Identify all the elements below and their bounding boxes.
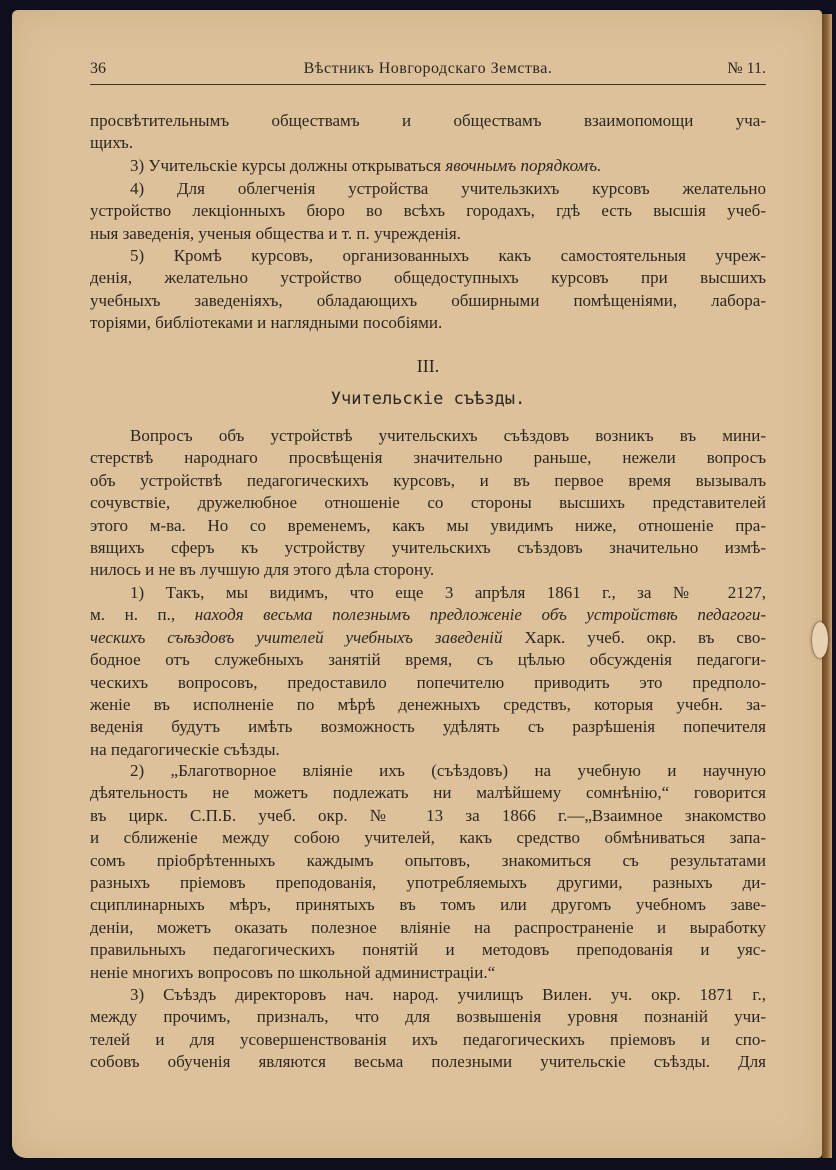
text-line <box>90 604 766 626</box>
text-line: учебныхъ заведеніяхъ, обладающихъ обширными помѣщеніями, лабора- <box>90 290 766 310</box>
text-line: этого м-ва. Но со временемъ, какъ мы увидимъ ниже, отношеніе пра- <box>90 515 766 535</box>
text-line: нилось и не въ лучшую для этого дѣла сторону. <box>90 560 435 580</box>
item-3-text: 3) Учительскіе курсы должны открываться <box>130 156 446 175</box>
text-line: веденія будутъ имѣть возможность удѣлять съ разрѣшенія попечителя <box>90 717 766 737</box>
text-line: между прочимъ, призналъ, что для возвышенія уровня познаній учи- <box>90 1007 766 1027</box>
intro-paragraph <box>90 110 766 155</box>
text-line: сциплинарныхъ мѣръ, принятыхъ въ томъ или другомъ учебномъ заве- <box>90 895 766 915</box>
item-3 <box>90 155 766 177</box>
text-line: собовъ обученія являются весьма полезными учительскіе съѣзды. Для <box>90 1052 766 1072</box>
text-line: стерствѣ народнаго просвѣщенія значительно раньше, нежели вопросъ <box>90 448 766 468</box>
text-line: торіями, библіотеками и наглядными пособіями. <box>90 313 443 333</box>
text-line: 3) Съѣздъ директоровъ нач. народ. училищъ Вилен. уч. окр. 1871 г., <box>130 985 766 1004</box>
journal-title: Вѣстникъ Новгородскаго Земства. <box>303 60 553 77</box>
text-line: на педагогическіе съѣзды. <box>90 739 280 759</box>
text-line: бодное отъ служебныхъ занятій время, съ цѣлью обсужденія педагоги- <box>90 650 766 670</box>
text-line: сочувствіе, дружелюбное отношеніе со стороны высшихъ представителей <box>90 493 766 513</box>
text-line: женіе въ исполненіе по мѣрѣ денежныхъ средствъ, которыя учебн. за- <box>90 694 766 714</box>
text-line: правильныхъ педагогическихъ понятій и методовъ преподованія и уяс- <box>90 940 766 960</box>
text-line: просвѣтительнымъ обществамъ и обществамъ взаимопомощи уча- <box>90 111 766 130</box>
text-line <box>90 155 766 177</box>
header-rule <box>90 84 766 85</box>
page-number: 36 <box>90 60 106 77</box>
paragraph-1 <box>90 425 766 582</box>
text-line: деніи, можетъ оказать полезное вліяніе на распространеніе и выработку <box>90 917 766 937</box>
binding-tear <box>812 622 828 658</box>
item-4 <box>90 178 766 245</box>
point-1-italic: находя весьма полезнымъ предложеніе объ устройствѣ педагоги- <box>194 605 767 625</box>
point-2 <box>90 760 766 984</box>
section-number: III. <box>416 356 440 376</box>
text-line: дѣятельность не можетъ подлежать ни малѣйшему сомнѣнію,“ говорится <box>90 783 766 803</box>
text-line: ческихъ вопросовъ, предоставило попечителю приводить это предполо- <box>90 672 766 692</box>
text-line: 4) Для облегченія устройства учительзкихъ курсовъ желательно <box>130 179 766 198</box>
book-spine <box>822 14 832 1158</box>
text-line: устройство лекціонныхъ бюро во всѣхъ городахъ, гдѣ есть высшія учеб- <box>90 201 766 221</box>
text-line: объ устройствѣ педагогическихъ курсовъ, и въ первое время вызывалъ <box>90 470 766 490</box>
text-line: разныхъ пріемовъ преподованія, употребляемыхъ другими, разныхъ ди- <box>90 872 766 892</box>
item-3-italic: явочнымъ порядкомъ. <box>445 156 602 175</box>
text-line: денія, желательно устройство общедоступныхъ курсовъ при высшихъ <box>90 268 766 288</box>
text-line: 1) Такъ, мы видимъ, что еще 3 апрѣля 1861 г., за № 2127, <box>130 583 766 602</box>
text-line: телей и для усовершенствованія ихъ педагогическихъ пріемовъ и спо- <box>90 1029 766 1049</box>
point-1-plain-2: Харк. учеб. окр. въ сво- <box>502 627 766 647</box>
text-line: щихъ. <box>90 133 134 153</box>
text-line: Вопросъ объ устройствѣ учительскихъ съѣздовъ возникъ въ мини- <box>130 426 766 445</box>
text-line: вящихъ сферъ къ устройству учительскихъ съѣздовъ значительно измѣ- <box>90 537 766 557</box>
item-5 <box>90 245 766 335</box>
text-line: въ цирк. С.П.Б. учеб. окр. № 13 за 1866 г.—„Взаимное знакомство <box>90 805 766 825</box>
issue-number: № 11. <box>727 60 766 77</box>
text-line <box>90 627 766 649</box>
section-title: Учительскіе съѣзды. <box>330 389 526 409</box>
text-line: и сближеніе между собою учителей, какъ средство обмѣниваться запа- <box>90 828 766 848</box>
point-1-italic-2: ческихъ съѣздовъ учителей учебныхъ заведеній <box>90 627 503 647</box>
point-1-plain: м. н. п., <box>90 605 195 625</box>
text-line: 5) Кромѣ курсовъ, организованныхъ какъ самостоятельныя учреж- <box>130 246 766 265</box>
point-1 <box>90 582 766 761</box>
text-line: 2) „Благотворное вліяніе ихъ (съѣздовъ) на учебную и научную <box>130 761 766 780</box>
text-line: сомъ пріобрѣтенныхъ каждымъ опытовъ, знакомиться съ результатами <box>90 850 766 870</box>
running-header <box>90 60 766 82</box>
section-title-block <box>90 388 766 410</box>
section-heading <box>90 355 766 377</box>
text-line: ныя заведенія, ученыя общества и т. п. учрежденія. <box>90 223 461 243</box>
point-3 <box>90 984 766 1074</box>
text-line: неніе многихъ вопросовъ по школьной администраціи.“ <box>90 962 496 982</box>
